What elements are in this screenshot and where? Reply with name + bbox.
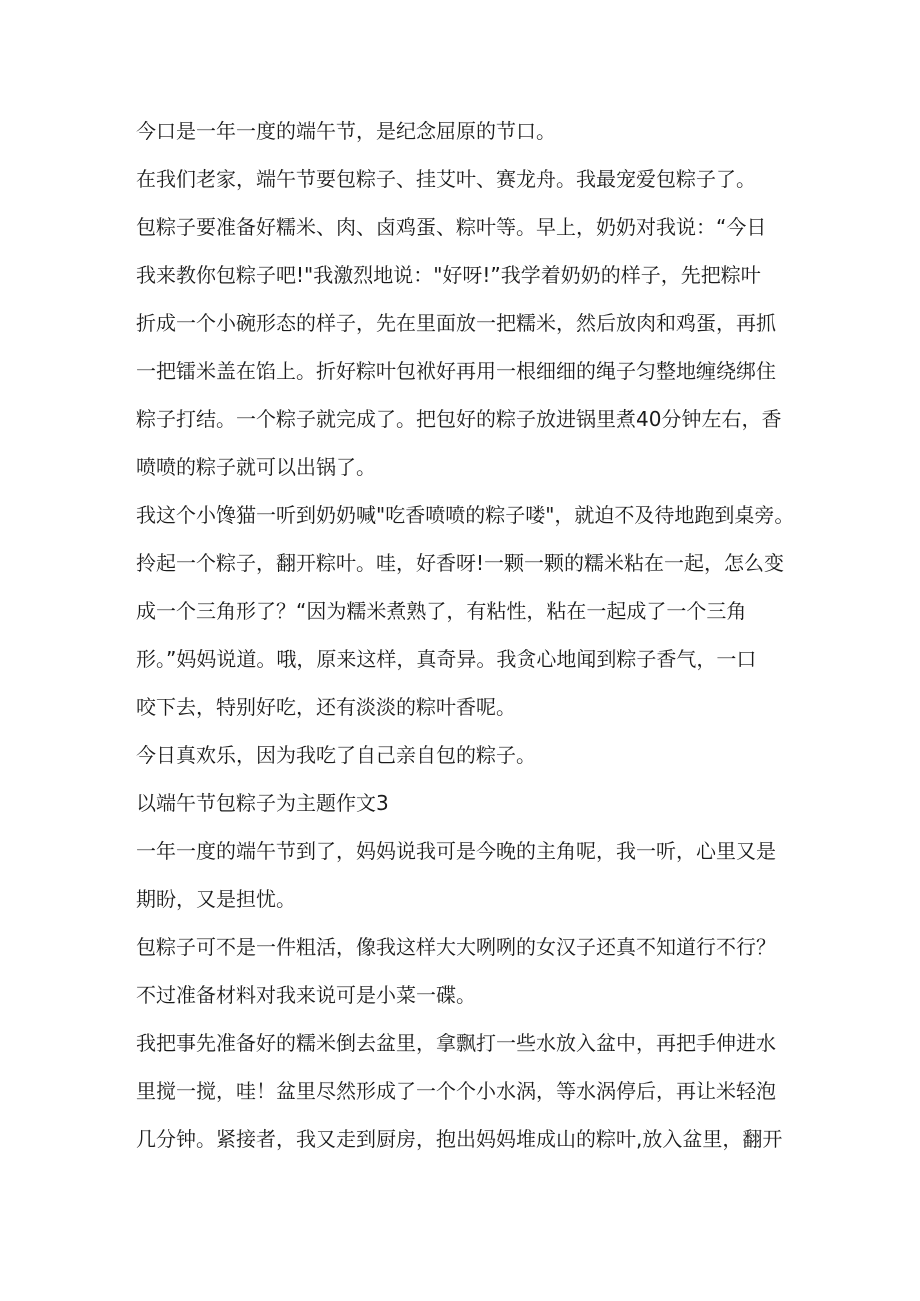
text-line-7: 粽子打结。一个粽子就完成了。把包好的粽子放进锅里煮40分钟左右，香 xyxy=(136,407,782,431)
text-line-22: 几分钟。紧接者，我又走到厨房，抱出妈妈堆成山的粽叶,放入盆里，翻开 xyxy=(136,1127,783,1151)
text-line-20: 我把事先准备好的糯米倒去盆里，拿飘打一些水放入盆中，再把手伸进水 xyxy=(136,1031,776,1055)
text-line-14: 今日真欢乐，因为我吃了自己亲自包的粽子。 xyxy=(136,743,536,767)
text-line-6: 一把镭米盖在馅上。折好粽叶包袱好再用一根细细的绳子匀整地缠绕绑住 xyxy=(136,359,776,383)
text-line-10: 拎起一个粽子，翻开粽叶。哇，好香呀!一颗一颗的糯米粘在一起，怎么变 xyxy=(136,551,785,575)
text-line-13: 咬下去，特别好吃，还有淡淡的粽叶香呢。 xyxy=(136,695,516,719)
text-line-9: 我这个小馋猫一听到奶奶喊"吃香喷喷的粽子喽"，就迫不及待地跑到桌旁。 xyxy=(136,503,795,527)
text-line-4: 我来教你包粽子吧!"我激烈地说："好呀!”我学着奶奶的样子，先把粽叶 xyxy=(136,263,761,287)
text-line-3: 包粽子要准备好糯米、肉、卤鸡蛋、粽叶等。早上，奶奶对我说：“今日 xyxy=(136,215,767,239)
text-line-18: 包粽子可不是一件粗活，像我这样大大咧咧的女汉子还真不知道行不行？ xyxy=(136,935,776,959)
text-line-21: 里搅一搅，哇！盆里尽然形成了一个个小水涡，等水涡停后，再让米轻泡 xyxy=(136,1079,776,1103)
text-line-17: 期盼，又是担忧。 xyxy=(136,887,296,911)
text-line-5: 折成一个小碗形态的样子，先在里面放一把糯米，然后放肉和鸡蛋，再抓 xyxy=(136,311,776,335)
section-heading: 以端午节包粽子为主题作文3 xyxy=(136,791,389,815)
text-line-16: 一年一度的端午节到了，妈妈说我可是今晚的主角呢，我一听，心里又是 xyxy=(136,839,776,863)
text-line-11: 成一个三角形了？“因为糯米煮熟了，有粘性，粘在一起成了一个三角 xyxy=(136,599,747,623)
text-line-8: 喷喷的粽子就可以出锅了。 xyxy=(136,455,376,479)
text-line-2: 在我们老家，端午节要包粽子、挂艾叶、赛龙舟。我最宠爱包粽子了。 xyxy=(136,167,756,191)
text-line-19: 不过准备材料对我来说可是小菜一碟。 xyxy=(136,983,476,1007)
text-line-12: 形。”妈妈说道。哦，原来这样，真奇异。我贪心地闻到粽子香气，一口 xyxy=(136,647,757,671)
text-line-1: 今口是一年一度的端午节，是纪念屈原的节口。 xyxy=(136,119,556,143)
